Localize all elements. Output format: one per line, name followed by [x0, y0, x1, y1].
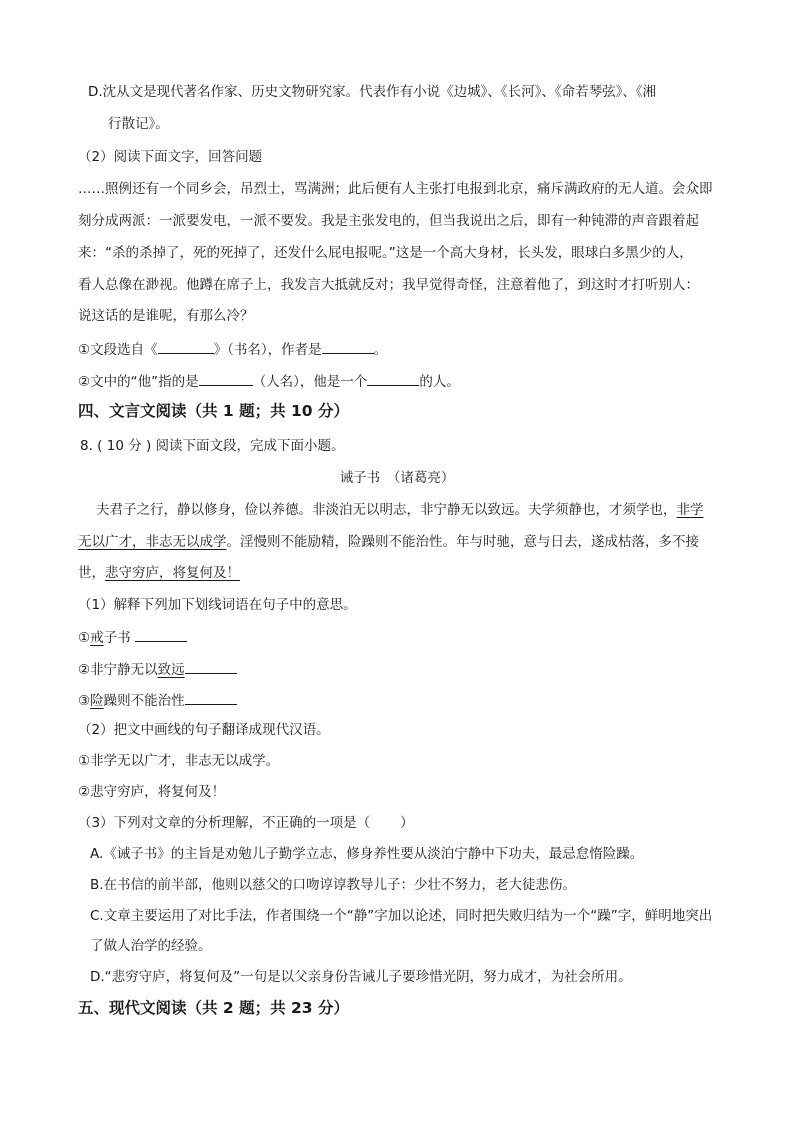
passage-line-1: ……照例还有一个同乡会，吊烈士，骂满洲；此后便有人主张打电报到北京，痛斥满政府的无人道。会众即 — [78, 181, 713, 197]
option-c-line2: 了做人治学的经验。 — [90, 938, 212, 954]
sub2-prompt: （2）把文中画线的句子翻译成现代汉语。 — [78, 722, 330, 738]
q7-2-item-1 — [78, 339, 387, 359]
passage-line-3: 来：“杀的杀掉了，死的死掉了，还发什么屁电报呢。”这是一个高大身材，长头发，眼球白多黑少的人， — [78, 245, 693, 261]
option-d[interactable]: D.“悲穷守庐，将复何及”一句是以父亲身份告诫儿子要珍惜光阴，努力成才，为社会所用。 — [90, 969, 632, 985]
sub2-item-2: ②悲守穷庐，将复何及！ — [78, 784, 226, 800]
person-name-blank[interactable] — [199, 371, 253, 386]
item-number: ③ — [78, 693, 91, 709]
key-word: 致远 — [157, 662, 185, 678]
passage-title: 诫子书 （诸葛亮） — [339, 470, 455, 486]
sub3-prompt-text: （3）下列对文章的分析理解，不正确的一项是（ — [78, 815, 371, 831]
option-b[interactable]: B.在书信的前半部，他则以慈父的口吻谆谆教导儿子：少壮不努力，老大徒悲伤。 — [90, 877, 577, 893]
item2-text-c: 的人。 — [419, 374, 460, 390]
classical-line-2 — [78, 533, 699, 551]
item-text: 非宁静无以 — [90, 662, 158, 678]
sub1-item-1 — [78, 627, 187, 647]
key-word: 戒 — [90, 630, 104, 646]
item1-text-b: 》（书名），作者是 — [213, 342, 322, 358]
item-number: ① — [78, 630, 91, 646]
item-number: ② — [78, 662, 91, 678]
passage-line-2: 刻分成两派：一派要发电，一派不要发。我是主张发电的，但当我说出之后，即有一种钝滞的声音跟着起 — [78, 213, 699, 229]
item-text: 躁则不能治性 — [103, 693, 185, 709]
classical-line-1 — [96, 501, 704, 519]
passage-line-5: 说这话的是谁呢，有那么冷？ — [78, 308, 254, 324]
q7-2-prompt: （2）阅读下面文字，回答问题 — [78, 149, 263, 165]
sub2-item-1: ①非学无以广才，非志无以成学。 — [78, 753, 280, 769]
q7-2-item-2 — [78, 371, 460, 391]
sub3-prompt — [78, 814, 414, 832]
option-c-line1[interactable]: C.文章主要运用了对比手法，作者围绕一个“静”字加以论述，同时把失败归结为一个“躁”字，鲜明地突出 — [90, 908, 713, 924]
classical-line-1-text: 夫君子之行，静以修身，俭以养德。非淡泊无以明志，非宁静无以致远。夫学须静也，才须学也， — [96, 502, 677, 518]
classical-line-3-text: 世， — [78, 565, 105, 581]
sub1-item-2 — [78, 659, 237, 679]
section-5-heading: 五、现代文阅读（共 2 题；共 23 分） — [78, 999, 349, 1017]
answer-blank[interactable] — [135, 627, 187, 642]
key-word: 险 — [90, 693, 104, 709]
classical-line-3 — [78, 564, 240, 582]
underlined-sentence-1b: 无以广才，非志无以成学 — [78, 534, 227, 550]
answer-blank[interactable] — [185, 659, 237, 674]
option-d-line2: 行散记》。 — [108, 116, 169, 132]
sub3-prompt-close: ） — [400, 815, 414, 831]
character-trait-blank[interactable] — [367, 371, 419, 386]
sub1-prompt: （1）解释下列加下划线词语在句子中的意思。 — [78, 597, 357, 613]
classical-line-2-text: 。淫慢则不能励精，险躁则不能治性。年与时驰，意与日去，遂成枯落，多不接 — [226, 534, 699, 550]
item2-text-a: ②文中的“他”指的是 — [78, 374, 199, 390]
item2-text-b: （人名），他是一个 — [252, 374, 368, 390]
passage-line-4: 看人总像在渺视。他蹲在席子上，我发言大抵就反对；我早觉得奇怪，注意着他了，到这时才打听别人： — [78, 277, 699, 293]
item-text: 子书 — [103, 630, 135, 646]
option-a[interactable]: A.《诫子书》的主旨是劝勉儿子勤学立志，修身养性要从淡泊宁静中下功夫，最忌怠惰险躁。 — [90, 846, 644, 862]
q8-stem: 8. ( 10 分 ) 阅读下面文段，完成下面小题。 — [80, 438, 345, 454]
answer-blank[interactable] — [185, 690, 237, 705]
option-d-line1: D.沈从文是现代著名作家、历史文物研究家。代表作有小说《边城》、《长河》、《命若琴弦》、《湘 — [88, 84, 657, 100]
underlined-sentence-2: 悲守穷庐，将复何及！ — [105, 565, 240, 581]
underlined-sentence-1a: 非学 — [676, 502, 704, 518]
sub1-item-3 — [78, 690, 237, 710]
item1-text-a: ①文段选自《 — [78, 342, 158, 358]
book-name-blank[interactable] — [158, 339, 214, 354]
item1-text-c: 。 — [373, 342, 388, 358]
author-blank[interactable] — [322, 339, 374, 354]
section-4-heading: 四、文言文阅读（共 1 题；共 10 分） — [78, 402, 349, 420]
